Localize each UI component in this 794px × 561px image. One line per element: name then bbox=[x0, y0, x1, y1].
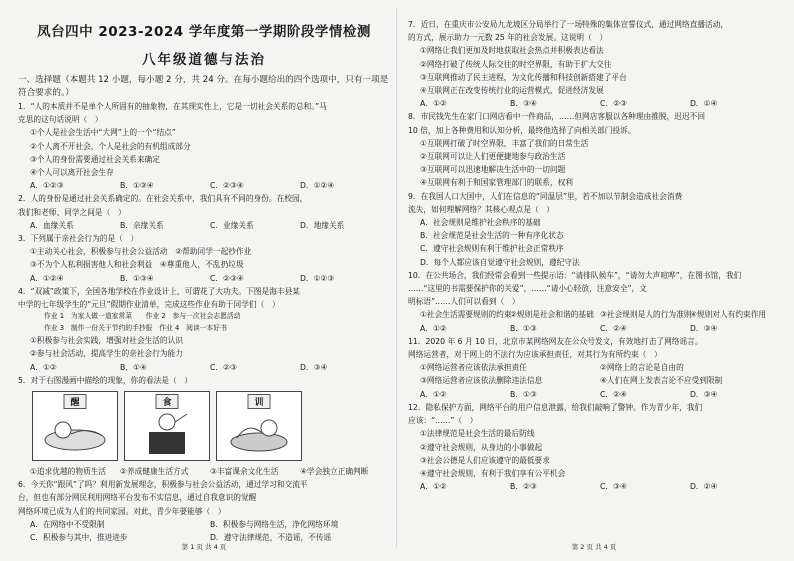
statement: ④互联网正在改变传统行业的运营模式，促进经济发展 bbox=[420, 86, 604, 96]
option-b: B．①③ bbox=[510, 323, 537, 333]
option-c: C．遵守社会规则有利于维护社会正常秩序 bbox=[420, 244, 564, 254]
option-a: A．①② bbox=[420, 482, 447, 492]
page-number: 第 1 页 共 4 页 bbox=[181, 543, 227, 551]
question-text: 台，但也有部分网民利用网络平台发布不实信息，通过自我意识的觉醒 bbox=[18, 493, 257, 503]
statement: ④个人可以离开社会生存 bbox=[30, 168, 114, 178]
section-heading: 一、选择题（本题共 12 小题，每小题 2 分，共 24 分。在每小题给出的四个选项中，只有一项是符合要求的。） bbox=[18, 75, 389, 98]
question-text: 流失，如何理解网络？其核心观点是（ ） bbox=[408, 204, 555, 214]
question-1: 1．“人的本质并不是单个人所固有的抽象物，在其现实性上，它是一切社会关系的总和。”马 bbox=[18, 102, 327, 111]
cartoon-strip bbox=[32, 391, 390, 461]
page-right bbox=[408, 0, 780, 561]
panel-label: 训 bbox=[247, 394, 270, 409]
answer-options bbox=[18, 272, 390, 285]
cartoon-panel bbox=[124, 391, 210, 461]
answer-options bbox=[408, 322, 780, 335]
question-7: 7．近日，在重庆市公安局九龙坡区分局举行了一场特殊的集体宣誓仪式，通过网络直播活动， bbox=[408, 20, 729, 29]
cartoon-panel bbox=[32, 391, 118, 461]
statement: ②网络打破了传统人际交往的时空界限，有助于扩大交往 bbox=[420, 59, 612, 69]
statement: ①互联网打破了时空界限，丰富了我们的日常生活 bbox=[420, 138, 589, 148]
option-a: A．①② bbox=[420, 99, 447, 109]
question-2: 2．人的身份是通过社会关系确定的。在社会关系中，我们具有不同的身份。在校园， bbox=[18, 194, 308, 204]
option-a: A．①② bbox=[420, 389, 447, 399]
question-text: 克思的这句话说明（ ） bbox=[18, 115, 103, 125]
option-d: D．每个人都应该自觉遵守社会规则，遵纪守法 bbox=[420, 257, 580, 267]
answer-options bbox=[18, 179, 390, 192]
option-d: D．③④ bbox=[690, 323, 718, 333]
statement: ②网络上的言论是自由的 bbox=[600, 363, 684, 373]
option-c: C．业缘关系 bbox=[210, 220, 254, 230]
statement: ④遵守社会规则，有利于我们享有公平机会 bbox=[420, 468, 566, 478]
answer-options bbox=[408, 388, 780, 401]
option-3: ③丰富课余文化生活 bbox=[210, 467, 279, 477]
statement: ③社会公德是人们应该遵守的最低要求 bbox=[420, 455, 550, 465]
option-b: B．亲缘关系 bbox=[120, 220, 164, 230]
option-c: C．②③ bbox=[600, 99, 627, 109]
statement: ③互联网推动了民主进程，为文化传播和科技创新搭建了平台 bbox=[420, 72, 627, 82]
training-person-icon bbox=[217, 392, 301, 460]
option-b: B．①③④ bbox=[120, 181, 154, 191]
answer-options bbox=[408, 97, 780, 110]
statement: ①积极参与社会实践，增强对社会生活的认识 bbox=[30, 336, 183, 346]
sleeping-person-icon bbox=[33, 392, 117, 460]
option-a: A．社会规则是维护社会秩序的基础 bbox=[420, 218, 541, 228]
question-text: 网络运营者，对于网上的不法行为应该承担责任，对其行为有所约束（ ） bbox=[408, 350, 662, 360]
option-d: D．①④ bbox=[690, 99, 718, 109]
question-4: 4．“双减”政策下，全国各地学校在作业设计上，可谓花了大功夫。下图是海丰县某 bbox=[18, 286, 300, 296]
option-b: B．①④ bbox=[120, 362, 147, 372]
statement: ①法律规范是社会生活的最后防线 bbox=[420, 429, 535, 439]
statement: ③社会规则是人的行为准则 bbox=[600, 310, 692, 320]
statement: ③网络运营者应该依法删除违法信息 bbox=[420, 376, 543, 386]
question-10: 10．在公共场合，我们经常会看到一些提示语：“请排队候车”，“请勿大声喧哗”，在图书馆，我们 bbox=[408, 270, 742, 280]
statement: ③不为个人私利损害他人和社会利益 ④尊重他人，不乱扔垃圾 bbox=[30, 260, 244, 270]
statement: ①网络运营者应该依法承担责任 bbox=[420, 363, 527, 373]
statement: ②参与社会活动，提高学生的亲社会行为能力 bbox=[30, 349, 183, 359]
answer-options bbox=[18, 518, 390, 531]
question-12: 12．隐私保护方面，网络平台的用户信息泄露，给我们敲响了警钟。作为青少年，我们 bbox=[408, 402, 703, 412]
page-number: 第 2 页 共 4 页 bbox=[571, 543, 617, 551]
question-text: 中学的七年级学生的“元旦”假期作业清单，完成这些作业有助于同学们（ ） bbox=[18, 300, 280, 310]
statement: ④互联网有利于和国家管理部门的联系，权利 bbox=[420, 178, 573, 188]
statement: ③互联网可以迅速地解决生活中的一切问题 bbox=[420, 165, 566, 175]
statement: ②个人离不开社会，个人是社会的有机组成部分 bbox=[30, 141, 191, 151]
statement: ②规则是社会和谐的基础 bbox=[510, 310, 594, 320]
question-text: 我们和老师、同学之间是（ ） bbox=[18, 207, 126, 217]
option-d: D．①②③ bbox=[300, 273, 335, 283]
statements bbox=[408, 308, 780, 321]
question-8: 8．市民钱先生在家门口网店看中一件商品，……但网店客服以各种理由推脱，迟迟不回 bbox=[408, 112, 706, 122]
question-text: ……“这里的书需要保护你的关爱”，……“请小心轻放，注意安全”，文 bbox=[408, 284, 647, 294]
exam-subtitle: 八年级道德与法治 bbox=[142, 52, 266, 68]
option-c: C．②④ bbox=[600, 389, 627, 399]
option-c: C．②③ bbox=[210, 362, 237, 372]
homework-list: 作业 3 制作一份关于节约的手抄报 作业 4 阅读一本好书 bbox=[44, 323, 227, 332]
statement: ①网络让我们更加及时地获取社会热点并积极表达看法 bbox=[420, 46, 604, 56]
option-c: C．②③④ bbox=[210, 273, 244, 283]
option-d: D．地缘关系 bbox=[300, 220, 345, 230]
option-c: C．积极参与其中，推进进步 bbox=[30, 533, 128, 543]
eating-person-icon bbox=[125, 392, 209, 460]
option-d: D．遵守法律规范，不造谣，不传谣 bbox=[210, 533, 332, 543]
cartoon-panel bbox=[216, 391, 302, 461]
option-b: B．②③ bbox=[510, 482, 537, 492]
statements bbox=[408, 374, 780, 387]
question-3: 3．下列属于亲社会行为的是（ ） bbox=[18, 234, 139, 244]
option-a: A．在网络中不受限制 bbox=[30, 519, 105, 529]
option-a: A．①② bbox=[420, 323, 447, 333]
question-text: 10 倍，加上各种费用和认知分析，最终他选择了向相关部门投诉。 bbox=[408, 125, 636, 135]
option-d: D．②④ bbox=[690, 482, 718, 492]
statement: ①社会生活需要规则的约束 bbox=[420, 310, 512, 320]
exam-title: 凤台四中 2023-2024 学年度第一学期阶段学情检测 bbox=[37, 24, 371, 40]
option-b: B．①③④ bbox=[120, 273, 154, 283]
option-c: C．②③④ bbox=[210, 181, 244, 191]
panel-label: 食 bbox=[155, 394, 178, 409]
option-b: B．③④ bbox=[510, 99, 537, 109]
option-a: A．①②④ bbox=[30, 273, 64, 283]
question-5: 5．对于右图漫画中描绘的现象，你的看法是（ ） bbox=[18, 375, 193, 385]
question-text: 的方式，展示助力一元数 25 年的社会发展。这说明（ ） bbox=[408, 33, 608, 43]
panel-label: 醒 bbox=[63, 394, 86, 409]
option-4: ④学会独立正确判断 bbox=[300, 467, 369, 477]
option-c: C．②④ bbox=[600, 323, 627, 333]
statement: ②互联网可以让人们更便捷地参与政治生活 bbox=[420, 152, 566, 162]
homework-list: 作业 1 为家人做一道家常菜 作业 2 参与一次社会志愿活动 bbox=[44, 312, 241, 321]
statement: ③个人的身份需要通过社会关系来确定 bbox=[30, 154, 160, 164]
answer-options bbox=[18, 361, 390, 374]
option-b: B．①③ bbox=[510, 389, 537, 399]
statement: ①个人是社会生活中“大网”上的一个“结点” bbox=[30, 128, 176, 138]
page-left bbox=[18, 0, 390, 561]
question-11: 11．2020 年 6 月 10 日，北京市某网络网友在公众号发文，有效地打击了网络谣言。 bbox=[408, 336, 703, 346]
question-9: 9．在我国人口大国中，人们在信息的“同温层”里，若不加以节制会造成社会消费 bbox=[408, 191, 683, 201]
question-text: 网络环境已成为人们的共同家园。对此，青少年要能够（ ） bbox=[18, 506, 226, 516]
statement: ①主动关心社会，积极参与社会公益活动 ②帮助同学一起抄作业 bbox=[30, 247, 252, 257]
statement: ④规则对人有约束作用 bbox=[690, 310, 767, 320]
option-b: B．积极参与网络生活，净化网络环境 bbox=[210, 519, 339, 529]
statement: ②遵守社会规则，从身边的小事做起 bbox=[420, 442, 543, 452]
option-d: D．③④ bbox=[690, 389, 718, 399]
option-2: ②养成健康生活方式 bbox=[120, 467, 189, 477]
question-6: 6．今天你“跟风”了吗？利用新发展理念，积极参与社会公益活动，通过学习和交流平 bbox=[18, 480, 308, 490]
option-d: D．①②④ bbox=[300, 181, 335, 191]
page-divider bbox=[396, 8, 397, 548]
option-a: A．血缘关系 bbox=[30, 220, 74, 230]
question-text: 应该：“……”（ ） bbox=[408, 416, 478, 426]
answer-options bbox=[408, 480, 780, 493]
option-b: B．社会规范是社会生活的一种有序化状态 bbox=[420, 231, 564, 241]
statement: ④人们在网上发表言论不应受到限制 bbox=[600, 376, 723, 386]
answer-options bbox=[18, 465, 390, 478]
option-c: C．③④ bbox=[600, 482, 627, 492]
option-a: A．①②③ bbox=[30, 181, 64, 191]
answer-options bbox=[18, 219, 390, 232]
statements bbox=[408, 361, 780, 374]
option-a: A．①② bbox=[30, 362, 57, 372]
option-1: ①追求优越的物质生活 bbox=[30, 467, 107, 477]
option-d: D．③④ bbox=[300, 362, 328, 372]
question-text: 明标语”……人们可以看到（ ） bbox=[408, 297, 520, 307]
